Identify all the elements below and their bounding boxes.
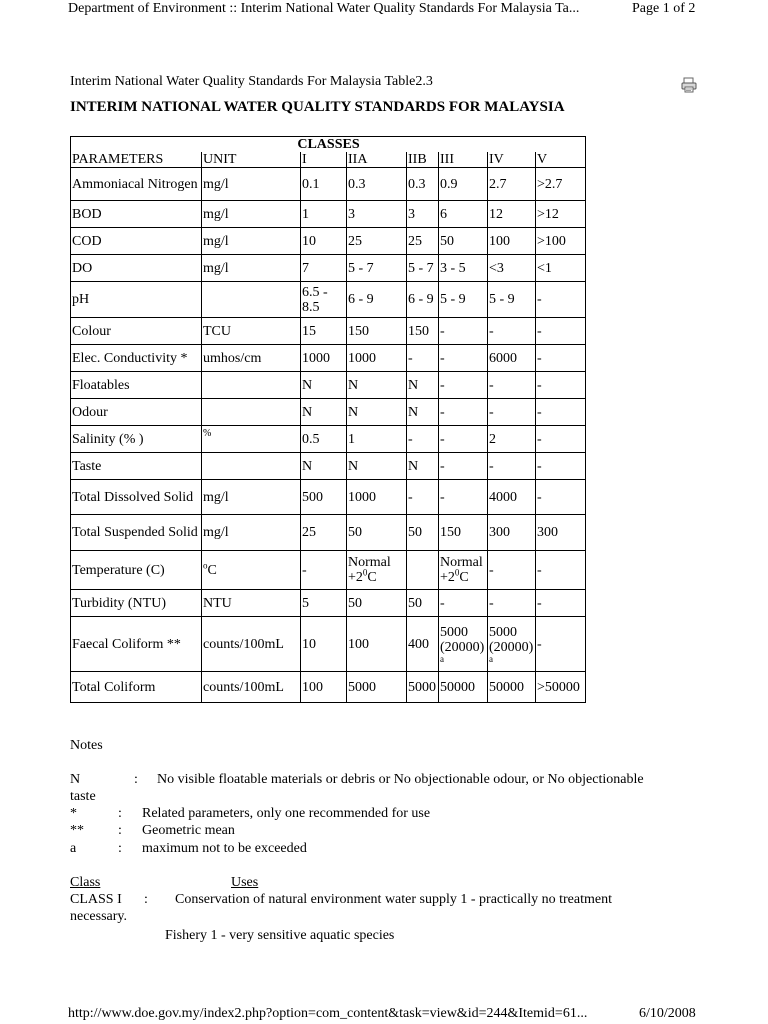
unit-cell: TCU — [202, 318, 301, 345]
column-header: IIB — [407, 152, 439, 168]
class-iia-cell: 0.3 — [347, 168, 407, 201]
unit-cell: mg/l — [202, 480, 301, 515]
print-footer-date: 6/10/2008 — [639, 1006, 696, 1021]
parameter-cell: Total Dissolved Solid — [71, 480, 202, 515]
table-row — [71, 515, 586, 551]
column-header: I — [301, 152, 347, 168]
class-i-cell: N — [301, 453, 347, 480]
class-i-cell: 1 — [301, 201, 347, 228]
table-row — [71, 201, 586, 228]
class-iv-cell: - — [488, 590, 536, 617]
water-quality-standards-table — [70, 136, 586, 703]
note-colon: : — [118, 806, 122, 821]
class-iii-cell: 150 — [439, 515, 488, 551]
class-v-cell: - — [536, 480, 586, 515]
class-i-cell: 5 — [301, 590, 347, 617]
print-footer-url: http://www.doe.gov.my/index2.php?option=com_content&task=view&id=244&Itemid=61... — [68, 1006, 588, 1021]
parameter-cell: pH — [71, 282, 202, 318]
class-v-cell: 300 — [536, 515, 586, 551]
class-iv-cell: 5 - 9 — [488, 282, 536, 318]
class-iv-cell — [488, 617, 536, 672]
footnote-marker: a — [489, 654, 493, 664]
class-use-continuation: necessary. — [70, 909, 128, 924]
class-iia-cell: 5 - 7 — [347, 255, 407, 282]
unit-cell: % — [202, 426, 301, 453]
class-i-cell: 0.5 — [301, 426, 347, 453]
note-colon: : — [134, 772, 138, 787]
class-i-cell: - — [301, 551, 347, 590]
class-v-cell: - — [536, 453, 586, 480]
class-v-cell: >2.7 — [536, 168, 586, 201]
class-iii-cell: 5 - 9 — [439, 282, 488, 318]
note-text: Geometric mean — [142, 823, 235, 838]
document-title: INTERIM NATIONAL WATER QUALITY STANDARDS FOR MALAYSIA — [70, 99, 565, 115]
parameter-cell: Faecal Coliform ** — [71, 617, 202, 672]
parameter-cell: COD — [71, 228, 202, 255]
degree-superscript: 0 — [362, 567, 368, 578]
table-row — [71, 617, 586, 672]
degree-superscript: 0 — [454, 567, 460, 578]
class-v-cell: - — [536, 399, 586, 426]
class-iii-cell: - — [439, 318, 488, 345]
parameter-cell: Total Coliform — [71, 672, 202, 703]
table-row — [71, 590, 586, 617]
class-i-cell: 10 — [301, 228, 347, 255]
unit-cell — [202, 453, 301, 480]
unit-cell — [202, 551, 301, 590]
class-i-cell: 25 — [301, 515, 347, 551]
notes-heading: Notes — [70, 738, 103, 753]
note-text: Related parameters, only one recommended for use — [142, 806, 431, 821]
class-iib-cell: - — [407, 345, 439, 372]
class-v-cell: - — [536, 590, 586, 617]
print-header-page-number: Page 1 of 2 — [632, 1, 696, 16]
cell-line: (20000) — [489, 640, 534, 655]
class-iia-cell: N — [347, 399, 407, 426]
table-row — [71, 480, 586, 515]
class-use-fishery: Fishery 1 - very sensitive aquatic species — [165, 928, 395, 943]
cell-line: (20000) — [440, 640, 485, 655]
table-row — [71, 168, 586, 201]
class-iia-cell: 1000 — [347, 345, 407, 372]
print-header-title: Department of Environment :: Interim National Water Quality Standards For Malaysia Ta... — [68, 1, 580, 16]
note-text-continuation: taste — [70, 789, 96, 804]
classes-heading: CLASSES — [71, 137, 586, 153]
table-row — [71, 372, 586, 399]
note-text: maximum not to be exceeded — [142, 841, 307, 856]
class-iii-cell: 0.9 — [439, 168, 488, 201]
parameter-cell: DO — [71, 255, 202, 282]
note-colon: : — [118, 823, 122, 838]
class-iib-cell: 6 - 9 — [407, 282, 439, 318]
class-iib-cell: 3 — [407, 201, 439, 228]
class-v-cell: - — [536, 617, 586, 672]
class-iii-cell: - — [439, 426, 488, 453]
cell-line: +2 — [440, 570, 455, 585]
note-text: No visible floatable materials or debris or No objectionable odour, or No objectionable — [157, 772, 644, 787]
class-iia-cell: 3 — [347, 201, 407, 228]
note-colon: : — [118, 841, 122, 856]
class-iia-cell: 1000 — [347, 480, 407, 515]
footnote-marker: a — [440, 654, 444, 664]
class-iii-cell: - — [439, 345, 488, 372]
class-iii-cell — [439, 617, 488, 672]
column-header: PARAMETERS — [71, 152, 202, 168]
class-iib-cell: 50 — [407, 515, 439, 551]
table-row — [71, 345, 586, 372]
parameter-cell: Temperature (C) — [71, 551, 202, 590]
table-row — [71, 228, 586, 255]
class-iii-cell: 6 — [439, 201, 488, 228]
class-iii-cell: - — [439, 399, 488, 426]
class-v-cell: - — [536, 282, 586, 318]
class-iii-cell: - — [439, 453, 488, 480]
class-v-cell: - — [536, 372, 586, 399]
class-v-cell: - — [536, 345, 586, 372]
class-i-cell: 1000 — [301, 345, 347, 372]
class-use-text: Conservation of natural environment water supply 1 - practically no treatment — [175, 892, 612, 907]
class-iib-cell: N — [407, 372, 439, 399]
table-row — [71, 282, 586, 318]
class-iia-cell: 5000 — [347, 672, 407, 703]
class-iia-cell: 25 — [347, 228, 407, 255]
class-iia-cell: 6 - 9 — [347, 282, 407, 318]
unit-cell: counts/100mL — [202, 672, 301, 703]
cell-line: +2 — [348, 570, 363, 585]
column-header: IIA — [347, 152, 407, 168]
cell-line: Normal — [440, 555, 483, 570]
class-iii-cell: 50 — [439, 228, 488, 255]
class-iia-cell — [347, 551, 407, 590]
unit-cell: umhos/cm — [202, 345, 301, 372]
print-icon[interactable] — [681, 77, 697, 93]
class-iia-cell: N — [347, 372, 407, 399]
class-iib-cell: 5 - 7 — [407, 255, 439, 282]
class-iia-cell: N — [347, 453, 407, 480]
class-iii-cell: 50000 — [439, 672, 488, 703]
table-row — [71, 551, 586, 590]
table-row — [71, 672, 586, 703]
class-v-cell: >100 — [536, 228, 586, 255]
parameter-cell: Elec. Conductivity * — [71, 345, 202, 372]
class-iia-cell: 50 — [347, 515, 407, 551]
class-i-cell: 500 — [301, 480, 347, 515]
unit-cell — [202, 372, 301, 399]
class-iia-cell: 100 — [347, 617, 407, 672]
class-iib-cell: 400 — [407, 617, 439, 672]
class-iib-cell: 25 — [407, 228, 439, 255]
table-row — [71, 399, 586, 426]
column-header: UNIT — [202, 152, 301, 168]
parameter-cell: Odour — [71, 399, 202, 426]
unit-cell: NTU — [202, 590, 301, 617]
class-iia-cell: 150 — [347, 318, 407, 345]
class-i-cell: 15 — [301, 318, 347, 345]
note-key: N — [70, 772, 81, 787]
table-header-row — [71, 152, 586, 168]
class-v-cell: - — [536, 551, 586, 590]
column-header: V — [536, 152, 586, 168]
class-iv-cell: - — [488, 453, 536, 480]
class-iib-cell: 50 — [407, 590, 439, 617]
class-v-cell: - — [536, 426, 586, 453]
class-iv-cell: 2 — [488, 426, 536, 453]
class-i-cell: 7 — [301, 255, 347, 282]
class-iv-cell: 300 — [488, 515, 536, 551]
unit-cell — [202, 399, 301, 426]
parameter-cell: Floatables — [71, 372, 202, 399]
class-iii-cell: - — [439, 372, 488, 399]
class-v-cell: >12 — [536, 201, 586, 228]
unit-cell — [202, 282, 301, 318]
cell-line: C — [367, 570, 377, 585]
parameter-cell: Total Suspended Solid — [71, 515, 202, 551]
class-iia-cell: 1 — [347, 426, 407, 453]
unit-text: C — [207, 562, 217, 578]
class-iv-cell: 2.7 — [488, 168, 536, 201]
note-key: ** — [70, 823, 84, 838]
class-key: CLASS I — [70, 892, 122, 907]
class-iv-cell: <3 — [488, 255, 536, 282]
table-row — [71, 426, 586, 453]
parameter-cell: Colour — [71, 318, 202, 345]
class-iii-cell: - — [439, 590, 488, 617]
cell-line: 5000 — [440, 625, 468, 640]
class-i-cell: 6.5 - 8.5 — [301, 282, 347, 318]
degree-superscript: o — [203, 559, 208, 570]
class-iib-cell — [407, 551, 439, 590]
class-iv-cell: 50000 — [488, 672, 536, 703]
class-iv-cell: - — [488, 318, 536, 345]
class-i-cell: 0.1 — [301, 168, 347, 201]
class-colon: : — [144, 892, 148, 907]
unit-cell: mg/l — [202, 228, 301, 255]
class-iib-cell: N — [407, 453, 439, 480]
class-column-heading: Class — [70, 875, 101, 890]
class-i-cell: N — [301, 372, 347, 399]
note-key: * — [70, 806, 77, 821]
unit-cell: mg/l — [202, 515, 301, 551]
column-header: IV — [488, 152, 536, 168]
class-iib-cell: N — [407, 399, 439, 426]
unit-cell: mg/l — [202, 168, 301, 201]
class-iv-cell: 6000 — [488, 345, 536, 372]
parameter-cell: Salinity (% ) — [71, 426, 202, 453]
table-row — [71, 453, 586, 480]
class-iv-cell: - — [488, 399, 536, 426]
class-iib-cell: - — [407, 480, 439, 515]
cell-line: 5000 — [489, 625, 517, 640]
class-iv-cell: - — [488, 551, 536, 590]
class-iii-cell: - — [439, 480, 488, 515]
class-v-cell: - — [536, 318, 586, 345]
unit-cell: mg/l — [202, 255, 301, 282]
unit-cell: mg/l — [202, 201, 301, 228]
cell-line: C — [459, 570, 469, 585]
note-key: a — [70, 841, 77, 856]
class-v-cell: <1 — [536, 255, 586, 282]
parameter-cell: Ammoniacal Nitrogen — [71, 168, 202, 201]
class-iii-cell — [439, 551, 488, 590]
class-i-cell: N — [301, 399, 347, 426]
class-iib-cell: 5000 — [407, 672, 439, 703]
class-iib-cell: 150 — [407, 318, 439, 345]
class-iii-cell: 3 - 5 — [439, 255, 488, 282]
class-iia-cell: 50 — [347, 590, 407, 617]
parameter-cell: Turbidity (NTU) — [71, 590, 202, 617]
class-iv-cell: 12 — [488, 201, 536, 228]
parameter-cell: BOD — [71, 201, 202, 228]
class-iv-cell: 100 — [488, 228, 536, 255]
class-iib-cell: - — [407, 426, 439, 453]
class-v-cell: >50000 — [536, 672, 586, 703]
cell-line: Normal — [348, 555, 391, 570]
class-iv-cell: 4000 — [488, 480, 536, 515]
class-iib-cell: 0.3 — [407, 168, 439, 201]
table-row — [71, 318, 586, 345]
class-iv-cell: - — [488, 372, 536, 399]
unit-cell: counts/100mL — [202, 617, 301, 672]
table-row — [71, 255, 586, 282]
parameter-cell: Taste — [71, 453, 202, 480]
column-header: III — [439, 152, 488, 168]
uses-column-heading: Uses — [231, 875, 259, 890]
document-subtitle: Interim National Water Quality Standards For Malaysia Table2.3 — [70, 74, 433, 89]
class-i-cell: 100 — [301, 672, 347, 703]
class-i-cell: 10 — [301, 617, 347, 672]
